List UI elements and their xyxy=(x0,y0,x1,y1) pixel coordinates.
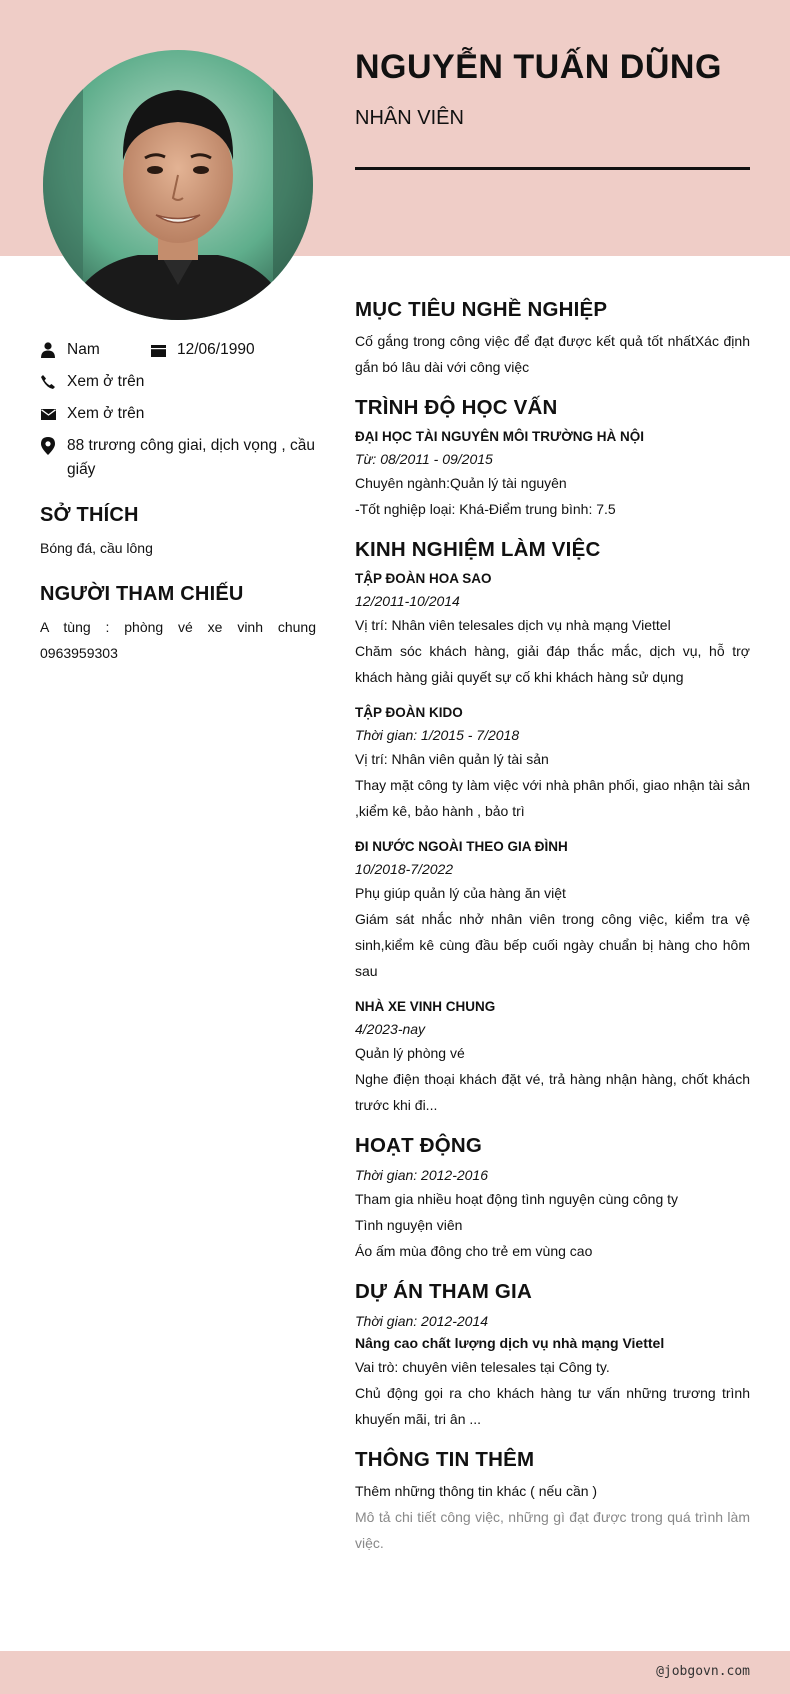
gender-value: Nam xyxy=(67,341,100,358)
person-icon xyxy=(40,338,56,362)
address-row xyxy=(40,434,316,482)
experience-desc: Giám sát nhắc nhở nhân viên trong công việc, kiểm tra vệ sinh,kiểm kê cùng đầu bếp cuối ngày chuẩn bị hàng cho hôm sau xyxy=(355,911,750,979)
project-role: Vai trò: chuyên viên telesales tại Công ty. xyxy=(355,1359,610,1375)
experience-period: 12/2011-10/2014 xyxy=(355,593,460,609)
objective-section xyxy=(355,298,750,380)
activities-line: Tham gia nhiều hoạt động tình nguyện cùng công ty xyxy=(355,1191,679,1207)
education-period: Từ: 08/2011 - 09/2015 xyxy=(355,451,493,467)
education-major: Chuyên ngành:Quản lý tài nguyên xyxy=(355,475,567,491)
email-value: Xem ở trên xyxy=(67,405,145,422)
experience-desc: Chăm sóc khách hàng, giải đáp thắc mắc, dịch vụ, hỗ trợ khách hàng giải quyết sự cố khi khách hàng sử dụng xyxy=(355,643,750,685)
gender-birthday-row xyxy=(40,338,316,362)
experience-desc: Nghe điện thoại khách đặt vé, trả hàng nhận hàng, chốt khách trước khi đi... xyxy=(355,1071,750,1113)
activities-section xyxy=(355,1134,750,1264)
objective-heading: MỤC TIÊU NGHỀ NGHIỆP xyxy=(355,298,608,321)
experience-role: Vị trí: Nhân viên telesales dịch vụ nhà mạng Viettel xyxy=(355,617,671,633)
address-value: 88 trương công giai, dịch vọng , cầu giấy xyxy=(67,437,316,478)
reference-text: A tùng : phòng vé xe vinh chung 0963959303 xyxy=(40,619,316,661)
phone-value: Xem ở trên xyxy=(67,373,145,390)
phone-icon xyxy=(40,370,56,394)
calendar-icon xyxy=(150,338,166,362)
location-pin-icon xyxy=(40,434,56,458)
projects-heading: DỰ ÁN THAM GIA xyxy=(355,1280,532,1303)
project-desc: Chủ động gọi ra cho khách hàng tư vấn những trương trình khuyến mãi, tri ân ... xyxy=(355,1385,750,1427)
title-divider xyxy=(355,167,750,170)
extra-heading: THÔNG TIN THÊM xyxy=(355,1448,535,1471)
left-column xyxy=(40,338,316,666)
education-school: ĐẠI HỌC TÀI NGUYÊN MÔI TRƯỜNG HÀ NỘI xyxy=(355,429,644,444)
right-column xyxy=(355,298,750,1572)
email-row xyxy=(40,402,316,426)
email-icon xyxy=(40,402,56,426)
experience-period: 10/2018-7/2022 xyxy=(355,861,454,877)
experience-period: 4/2023-nay xyxy=(355,1021,426,1037)
experience-item xyxy=(355,568,750,690)
experience-heading: KINH NGHIỆM LÀM VIỆC xyxy=(355,538,601,561)
education-grade: -Tốt nghiệp loại: Khá-Điểm trung bình: 7.5 xyxy=(355,501,616,517)
experience-section xyxy=(355,538,750,1118)
profile-photo xyxy=(43,50,313,320)
experience-item xyxy=(355,702,750,824)
extra-text: Thêm những thông tin khác ( nếu cần ) xyxy=(355,1483,598,1499)
projects-period: Thời gian: 2012-2014 xyxy=(355,1313,488,1329)
projects-section xyxy=(355,1280,750,1432)
project-name: Nâng cao chất lượng dịch vụ nhà mạng Viettel xyxy=(355,1335,665,1351)
experience-role: Vị trí: Nhân viên quản lý tài sản xyxy=(355,751,549,767)
extra-section xyxy=(355,1448,750,1556)
experience-item xyxy=(355,996,750,1118)
reference-heading: NGƯỜI THAM CHIẾU xyxy=(40,583,244,605)
extra-placeholder: Mô tả chi tiết công việc, những gì đạt được trong quá trình làm việc. xyxy=(355,1509,750,1551)
experience-desc: Thay mặt công ty làm việc với nhà phân phối, giao nhận tài sản ,kiểm kê, bảo hành , bảo trì xyxy=(355,777,750,819)
experience-org: NHÀ XE VINH CHUNG xyxy=(355,999,496,1014)
experience-org: ĐI NƯỚC NGOÀI THEO GIA ĐÌNH xyxy=(355,839,568,854)
experience-item xyxy=(355,836,750,984)
activities-heading: HOẠT ĐỘNG xyxy=(355,1134,483,1157)
activities-line: Tình nguyện viên xyxy=(355,1217,463,1233)
experience-org: TẬP ĐOÀN KIDO xyxy=(355,705,463,720)
activities-line: Áo ấm mùa đông cho trẻ em vùng cao xyxy=(355,1243,593,1259)
birthday-value: 12/06/1990 xyxy=(177,341,255,358)
education-heading: TRÌNH ĐỘ HỌC VẤN xyxy=(355,396,558,419)
footer-watermark: @jobgovn.com xyxy=(656,1664,750,1679)
hobbies-heading: SỞ THÍCH xyxy=(40,504,139,526)
objective-text: Cố gắng trong công việc để đạt được kết quả tốt nhấtXác định gắn bó lâu dài với công việc xyxy=(355,333,750,375)
hobbies-text: Bóng đá, cầu lông xyxy=(40,540,153,556)
experience-period: Thời gian: 1/2015 - 7/2018 xyxy=(355,727,520,743)
candidate-title: NHÂN VIÊN xyxy=(355,107,464,129)
experience-role: Quản lý phòng vé xyxy=(355,1045,465,1061)
experience-org: TẬP ĐOÀN HOA SAO xyxy=(355,571,492,586)
candidate-name: NGUYỄN TUẤN DŨNG xyxy=(355,48,722,86)
education-section xyxy=(355,396,750,522)
activities-period: Thời gian: 2012-2016 xyxy=(355,1167,488,1183)
phone-row xyxy=(40,370,316,394)
experience-role: Phụ giúp quản lý của hàng ăn việt xyxy=(355,885,566,901)
